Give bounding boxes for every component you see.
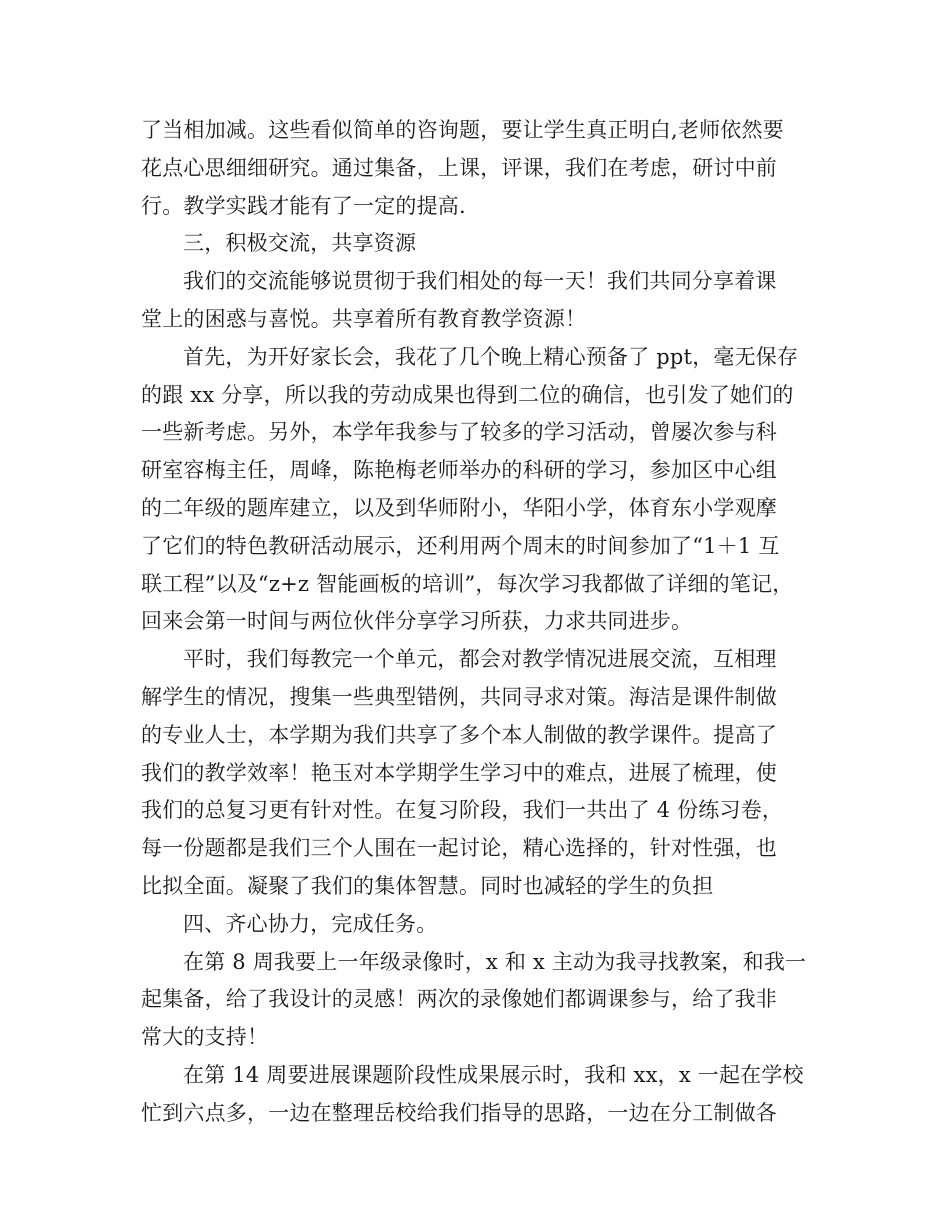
text-line: 行。教学实践才能有了一定的提高. [141,193,466,218]
text-line: 每一份题都是我们三个人围在一起讨论，精心选择的，针对性强，也 [141,836,777,861]
text-line: 一些新考虑。另外，本学年我参与了较多的学习活动，曾屡次参与科 [141,420,777,445]
text-line: 联工程”以及“z+z 智能画板的培训”，每次学习我都做了详细的笔记， [141,571,794,596]
text-line: 我们的教学效率！艳玉对本学期学生学习中的难点，进展了梳理，使 [141,760,777,785]
text-line: 平时，我们每教完一个单元，都会对教学情况进展交流，互相理 [183,647,777,672]
document-body [141,112,831,1133]
text-line: 首先，为开好家长会，我花了几个晚上精心预备了 ppt，毫无保存 [183,344,799,369]
text-line: 解学生的情况，搜集一些典型错例，共同寻求对策。海洁是课件制做 [141,684,777,709]
text-line: 在第 14 周要进展课题阶段性成果展示时，我和 xx，x 一起在学校 [183,1062,804,1087]
text-line: 我们的交流能够说贯彻于我们相处的每一天！我们共同分享着课 [183,269,777,294]
text-line: 回来会第一时间与两位伙伴分享学习所获，力求共同进步。 [141,609,693,634]
text-line: 在第 8 周我要上一年级录像时，x 和 x 主动为我寻找教案，和我一 [183,949,807,974]
text-line: 的跟 xx 分享，所以我的劳动成果也得到二位的确信，也引发了她们的 [141,382,794,407]
text-line: 四、齐心协力，完成任务。 [183,911,438,936]
text-line: 我们的总复习更有针对性。在复习阶段，我们一共出了 4 份练习卷， [141,798,784,823]
text-line: 的专业人士，本学期为我们共享了多个本人制做的教学课件。提高了 [141,722,777,747]
text-line: 了它们的特色教研活动展示，还利用两个周末的时间参加了“1＋1 互 [141,533,780,558]
text-line: 的二年级的题库建立，以及到华师附小，华阳小学，体育东小学观摩 [141,495,777,520]
text-line: 三，积极交流，共享资源 [183,231,417,256]
text-line: 起集备，给了我设计的灵感！两次的录像她们都调课参与，给了我非 [141,987,777,1012]
text-line: 忙到六点多，一边在整理岳校给我们指导的思路，一边在分工制做各 [141,1100,777,1125]
text-line: 了当相加减。这些看似简单的咨询题，要让学生真正明白,老师依然要 [141,118,784,142]
text-line: 花点心思细细研究。通过集备，上课，评课，我们在考虑，研讨中前 [141,155,777,180]
text-line: 研室容梅主任，周峰，陈艳梅老师举办的科研的学习，参加区中心组 [141,458,777,483]
text-line: 常大的支持！ [141,1025,269,1050]
text-line: 堂上的困惑与喜悦。共享着所有教育教学资源！ [141,306,587,331]
text-line: 比拟全面。凝聚了我们的集体智慧。同时也减轻的学生的负担 [141,873,714,898]
